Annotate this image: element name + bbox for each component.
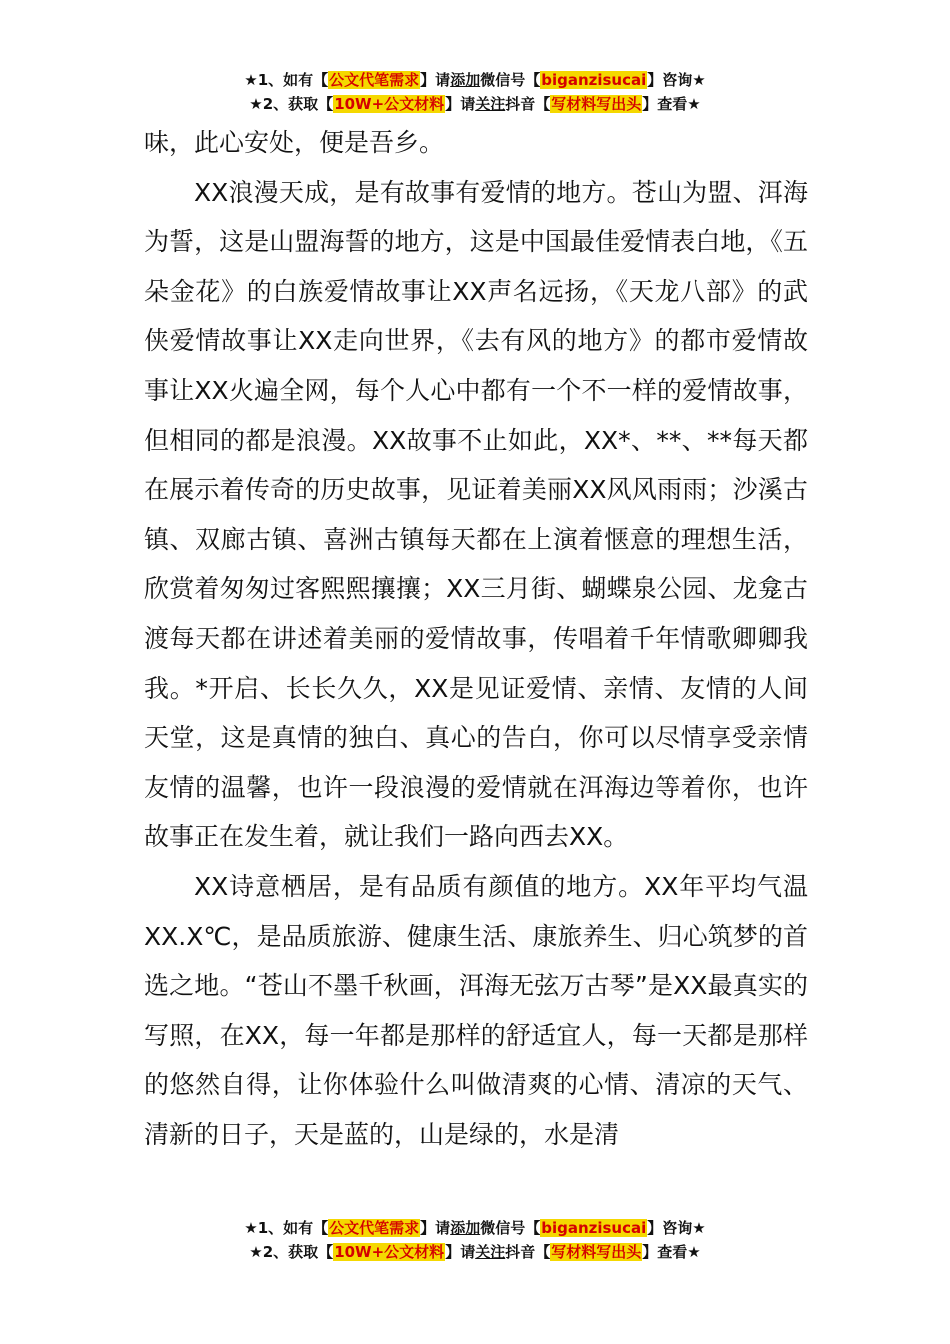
paragraph-romance: XX浪漫天成，是有故事有爱情的地方。苍山为盟、洱海为誓，这是山盟海誓的地方，这是中国最佳爱情表白地，《五朵金花》的白族爱情故事让XX声名远扬，《天龙八部》的武侠爱情故事让XX走向世界，《去有风的地方》的都市爱情故事让XX火遍全网，每个人心中都有一个不一样的爱情故事，但相同的都是浪漫。XX故事不止如此，XX*、**、**每天都在展示着传奇的历史故事，见证着美丽XX风风雨雨；沙溪古镇、双廊古镇、喜洲古镇每天都在上演着惬意的理想生活，欣赏着匆匆过客熙熙攘攘；XX三月街、蝴蝶泉公园、龙龛古渡每天都在讲述着美丽的爱情故事，传唱着千年情歌卿卿我我。*开启、长长久久，XX是见证爱情、亲情、友情的人间天堂，这是真情的独白、真心的告白，你可以尽情享受亲情友情的温馨，也许一段浪漫的爱情就在洱海边等着你，也许故事正在发生着，就让我们一路向西去XX。 xyxy=(144,177,808,852)
highlight-service: 公文代笔需求 xyxy=(329,1219,420,1237)
highlight-wechat-id: biganzisucai xyxy=(541,1219,647,1237)
highlight-materials: 10W+公文材料 xyxy=(334,95,445,113)
header-watermark xyxy=(0,68,950,116)
highlight-materials: 10W+公文材料 xyxy=(334,1243,445,1261)
watermark-line-1: ★1、如有【公文代笔需求】请添加微信号【biganzisucai】咨询★ xyxy=(244,1219,706,1237)
watermark-line-2: ★2、获取【10W+公文材料】请关注抖音【写材料写出头】查看★ xyxy=(249,1243,701,1261)
paragraph-poetic-living: XX诗意栖居，是有品质有颜值的地方。XX年平均气温XX.X℃，是品质旅游、健康生活、康旅养生、归心筑梦的首选之地。“苍山不墨千秋画，洱海无弦万古琴”是XX最真实的写照，在XX，每一年都是那样的舒适宜人，每一天都是那样的悠然自得，让你体验什么叫做清爽的心情、清凉的天气、清新的日子，天是蓝的，山是绿的，水是清 xyxy=(144,871,808,1149)
highlight-douyin: 写材料写出头 xyxy=(551,1243,642,1261)
watermark-line-2: ★2、获取【10W+公文材料】请关注抖音【写材料写出头】查看★ xyxy=(249,95,701,113)
highlight-wechat-id: biganzisucai xyxy=(541,71,647,89)
highlight-douyin: 写材料写出头 xyxy=(551,95,642,113)
document-body xyxy=(144,118,808,1159)
watermark-line-1: ★1、如有【公文代笔需求】请添加微信号【biganzisucai】咨询★ xyxy=(244,71,706,89)
footer-watermark xyxy=(0,1216,950,1264)
highlight-service: 公文代笔需求 xyxy=(329,71,420,89)
paragraph-continued: 味，此心安处，便是吾乡。 xyxy=(144,128,445,157)
